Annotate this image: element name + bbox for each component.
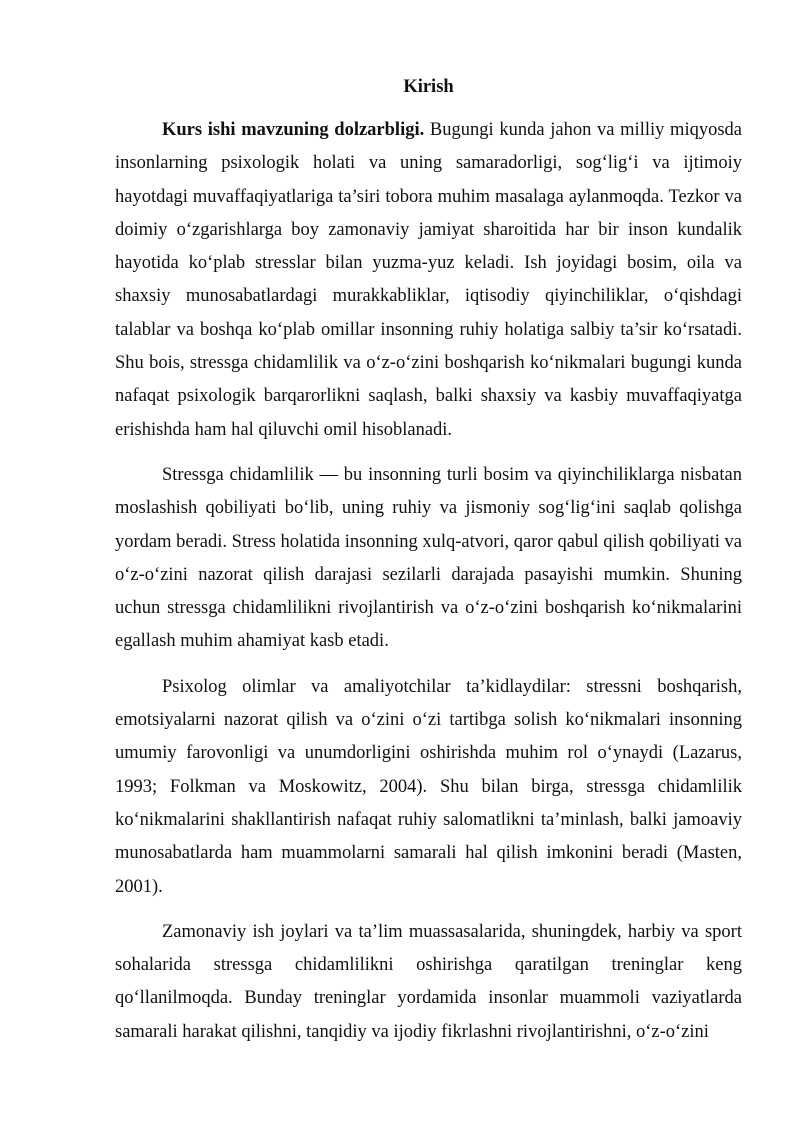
page-title: Kirish xyxy=(403,77,454,97)
paragraph-psychologists: Psixolog olimlar va amaliyotchilar ta’kidlaydilar: stressni boshqarish, emotsiyalarni nazorat qilish va o‘zini o‘zi tartibga solish ko‘nikmalari insonning umumiy farovonligi va unumdorligini oshirishda muhim rol o‘ynaydi (Lazarus, 1993; Folkman va Moskowitz, 2004). Shu bilan birga, stressga chidamlilik ko‘nikmalarini shakllantirish nafaqat ruhiy salomatlikni ta’minlash, balki jamoaviy munosabatlarda ham muammolarni samarali hal qilish imkonini beradi (Masten, 2001). xyxy=(115,676,742,897)
paragraph-stress-resilience: Stressga chidamlilik — bu insonning turli bosim va qiyinchiliklarga nisbatan moslashish qobiliyati bo‘lib, uning ruhiy va jismoniy sog‘lig‘ini saqlab qolishga yordam beradi. Stress holatida insonning xulq-atvori, qaror qabul qilish qobiliyati va o‘z-o‘zini nazorat qilish darajasi sezilarli darajada pasayishi mumkin. Shuning uchun stressga chidamlilikni rivojlantirish va o‘z-o‘zini boshqarish ko‘nikmalarini egallash muhim ahamiyat kasb etadi. xyxy=(115,464,742,652)
paragraph-relevance xyxy=(115,114,742,447)
document-page xyxy=(115,70,742,1061)
paragraph-lead: Kurs ishi mavzuning dolzarbligi. xyxy=(162,120,425,140)
paragraph-text: Bugungi kunda jahon va milliy miqyosda insonlarning psixologik holati va uning samaradorligi, sog‘lig‘i va ijtimoiy hayotdagi muvaffaqiyatlariga ta’siri tobora muhim masalaga aylanmoqda. Tezkor va doimiy o‘zgarishlarga boy zamonaviy jamiyat sharoitida har bir inson kundalik hayotida ko‘plab stresslar bilan yuzma-yuz keladi. Ish joyidagi bosim, oila va shaxsiy munosabatlardagi murakkabliklar, iqtisodiy qiyinchiliklar, o‘qishdagi talablar va boshqa ko‘plab omillar insonning ruhiy holatiga salbiy ta’sir ko‘rsatadi. Shu bois, stressga chidamlilik va o‘z-o‘zini boshqarish ko‘nikmalari bugungi kunda nafaqat psixologik barqarorlikni saqlash, balki shaxsiy va kasbiy muvaffaqiyatga erishishda ham hal qiluvchi omil hisoblanadi. xyxy=(115,120,742,440)
paragraph-trainings: Zamonaviy ish joylari va ta’lim muassasalarida, shuningdek, harbiy va sport sohalarida stressga chidamlilikni oshirishga qaratilgan treninglar keng qo‘llanilmoqda. Bunday treninglar yordamida insonlar muammoli vaziyatlarda samarali harakat qilishni, tanqidiy va ijodiy fikrlashni rivojlantirishni, o‘z-o‘zini xyxy=(115,921,742,1042)
